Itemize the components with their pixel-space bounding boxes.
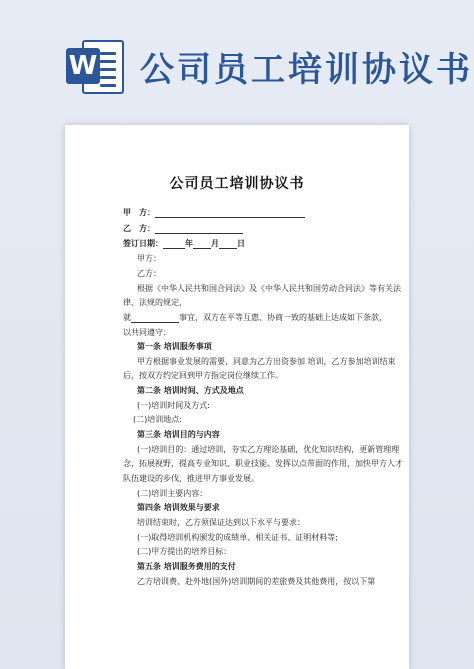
section-heading: 第四条 培训效果与要求 bbox=[137, 503, 220, 512]
text-line: 就 事宜，双方在平等互惠、协商一致的基础上达成如下条款， bbox=[123, 313, 387, 322]
party-b-blank bbox=[155, 224, 243, 234]
text-line: 根据《中华人民共和国合同法》及《中华人民共和国劳动合同法》等有关法 bbox=[137, 284, 401, 293]
text-line: 甲方根据事业发展的需要，同意为乙方出资参加 培训，乙方参加培训结束 bbox=[137, 357, 396, 366]
text-line: 乙方培训费、赴外地(国外)培训期间的差旅费及其他费用，按以下第 bbox=[137, 577, 376, 586]
section-heading: 第二条 培训时间、方式及地点 bbox=[137, 386, 244, 395]
text-line: (一)培训时间及方式: bbox=[137, 401, 210, 410]
party-a-blank bbox=[155, 208, 305, 218]
text-line: (一)培训目的：通过培训，夯实乙方理论基础，优化知识结构，更新管理理 bbox=[137, 445, 400, 454]
text-line: 乙方： bbox=[137, 269, 161, 278]
sign-date-label: 签订日期： bbox=[123, 239, 163, 248]
section-heading: 第五条 培训服务费用的支付 bbox=[137, 562, 236, 571]
section-heading: 第一条 培训服务事项 bbox=[137, 342, 212, 351]
text-line: 培训结束时，乙方须保证达到以下水平与要求： bbox=[137, 518, 305, 527]
section-heading: 第三条 培训目的与内容 bbox=[137, 430, 220, 439]
party-a-row bbox=[123, 207, 305, 218]
subject-blank bbox=[131, 313, 179, 323]
text-line: 以共同遵守： bbox=[123, 328, 171, 337]
text-line: (二)培训地点: bbox=[133, 415, 182, 424]
word-badge: W bbox=[66, 48, 100, 84]
banner bbox=[0, 0, 474, 112]
text-line: 念，拓展视野，提高专业知识、职业技能。发挥以点带面的作用，加快甲方人才 bbox=[123, 459, 403, 468]
text-line: 后，按双方约定回到甲方指定岗位继续工作。 bbox=[123, 371, 283, 380]
text-line: 队伍建设的步伐，推进甲方事业发展。 bbox=[123, 474, 259, 483]
document-page bbox=[65, 125, 409, 669]
text-line: (二)甲方提出的培养目标： bbox=[137, 547, 232, 556]
party-b-label: 乙 方： bbox=[123, 224, 155, 233]
banner-title: 公司员工培训协议书 bbox=[140, 50, 473, 90]
party-b-row bbox=[123, 223, 243, 234]
document-title: 公司员工培训协议书 bbox=[169, 176, 305, 192]
word-document-icon bbox=[66, 38, 126, 96]
text-line: (二)培训主要内容： bbox=[137, 489, 208, 498]
text-line: 律、法规的规定， bbox=[123, 298, 187, 307]
sign-date-row: 签订日期： 年 月 日 bbox=[123, 239, 245, 248]
text-line: (一)取得培训机构颁发的成绩单、相关证书、证明材料等; bbox=[137, 533, 338, 542]
text-line: 甲方： bbox=[137, 254, 161, 263]
party-a-label: 甲 方： bbox=[123, 208, 155, 217]
